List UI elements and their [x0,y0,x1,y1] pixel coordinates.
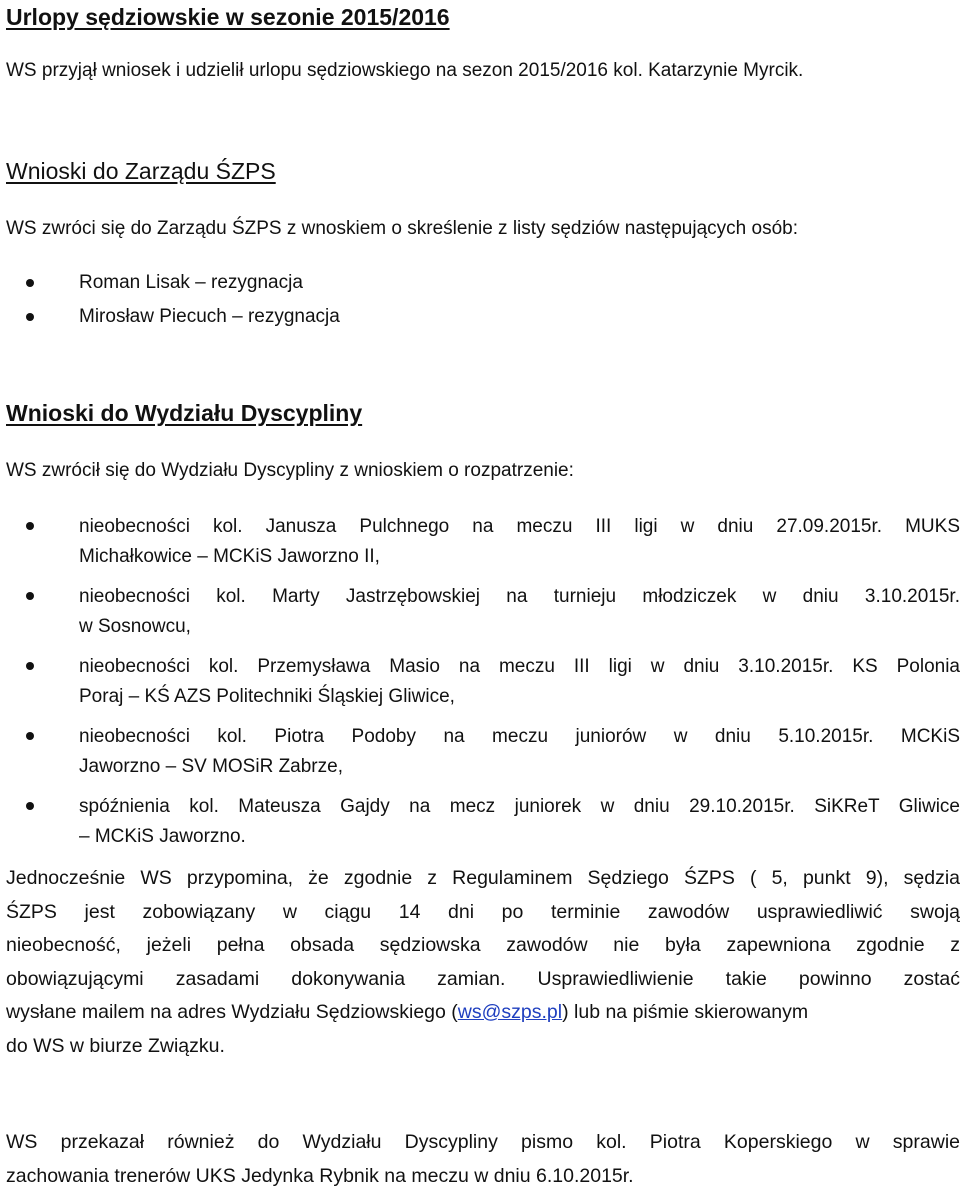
bullet-icon [26,279,34,287]
list-item-line: spóźnienia kol. Mateusza Gajdy na mecz juniorek w dniu 29.10.2015r. SiKReT Gliwice [79,796,960,817]
paragraph-text: wysłane mailem na adres Wydziału Sędziowskiego ( [6,1001,458,1023]
paragraph-line: WS przekazał również do Wydziału Dyscypliny pismo kol. Piotra Koperskiego w sprawie [6,1131,960,1153]
bullet-icon [26,802,34,810]
heading-wnioski-dyscypliny: Wnioski do Wydziału Dyscypliny [6,400,363,426]
list-item-text: Roman Lisak – rezygnacja [79,272,303,293]
list-item-line: w Sosnowcu, [79,616,191,637]
list-item [6,270,960,304]
list-item [6,582,960,652]
list-item-text: Mirosław Piecuch – rezygnacja [79,306,340,327]
bullet-icon [26,522,34,530]
pismo-paragraph [6,1126,960,1193]
paragraph-line: do WS w biurze Związku. [6,1034,225,1057]
list-item [6,722,960,792]
bullet-icon [26,662,34,670]
list-item-line: nieobecności kol. Marty Jastrzębowskiej na turnieju młodziczek w dniu 3.10.2015r. [79,586,960,607]
paragraph-line: obowiązującymi zasadami dokonywania zamian. Usprawiedliwienie takie powinno zostać [6,967,960,990]
paragraph-line: nieobecność, jeżeli pełna obsada sędziowska zawodów nie była zapewniona zgodnie z [6,934,960,956]
list-item-line: nieobecności kol. Janusza Pulchnego na meczu III ligi w dniu 27.09.2015r. MUKS [79,516,960,537]
heading-wnioski-zarzad: Wnioski do Zarządu ŚZPS [6,158,276,184]
list-item [6,792,960,862]
paragraph-text: ) lub na piśmie skierowanym [562,1001,809,1023]
dyscypliny-list [6,512,960,862]
zarzad-intro: WS zwróci się do Zarządu ŚZPS z wnoskiem o skreślenie z listy sędziów następujących osób: [6,218,798,239]
urlopy-text: WS przyjął wniosek i udzielił urlopu sędziowskiego na sezon 2015/2016 kol. Katarzynie Myrcik. [6,60,804,81]
paragraph-line: zachowania trenerów UKS Jedynka Rybnik na meczu w dniu 6.10.2015r. [6,1164,634,1187]
heading-urlopy: Urlopy sędziowskie w sezonie 2015/2016 [6,4,450,30]
bullet-icon [26,592,34,600]
paragraph-line [6,996,960,1030]
paragraph-line: ŚZPS jest zobowiązany w ciągu 14 dni po terminie zawodów usprawiedliwić swoją [6,900,960,923]
list-item-line: nieobecności kol. Przemysława Masio na meczu III ligi w dniu 3.10.2015r. KS Polonia [79,656,960,677]
list-item [6,512,960,582]
list-item-line: Michałkowice – MCKiS Jaworzno II, [79,546,380,567]
list-item [6,304,960,338]
list-item [6,652,960,722]
email-link[interactable]: ws@szps.pl [457,1001,563,1023]
dyscypliny-intro: WS zwrócił się do Wydziału Dyscypliny z wnioskiem o rozpatrzenie: [6,460,574,481]
paragraph-line: Jednocześnie WS przypomina, że zgodnie z Regulaminem Sędziego ŚZPS ( 5, punkt 9), sędzia [6,867,960,889]
list-item-line: – MCKiS Jaworzno. [79,826,246,847]
list-item-line: Poraj – KŚ AZS Politechniki Śląskiej Gliwice, [79,686,455,707]
bullet-icon [26,313,34,321]
zarzad-list [6,270,960,338]
list-item-line: nieobecności kol. Piotra Podoby na meczu juniorów w dniu 5.10.2015r. MCKiS [79,726,960,747]
bullet-icon [26,732,34,740]
list-item-line: Jaworzno – SV MOSiR Zabrze, [79,756,343,777]
regulamin-paragraph [6,862,960,1063]
